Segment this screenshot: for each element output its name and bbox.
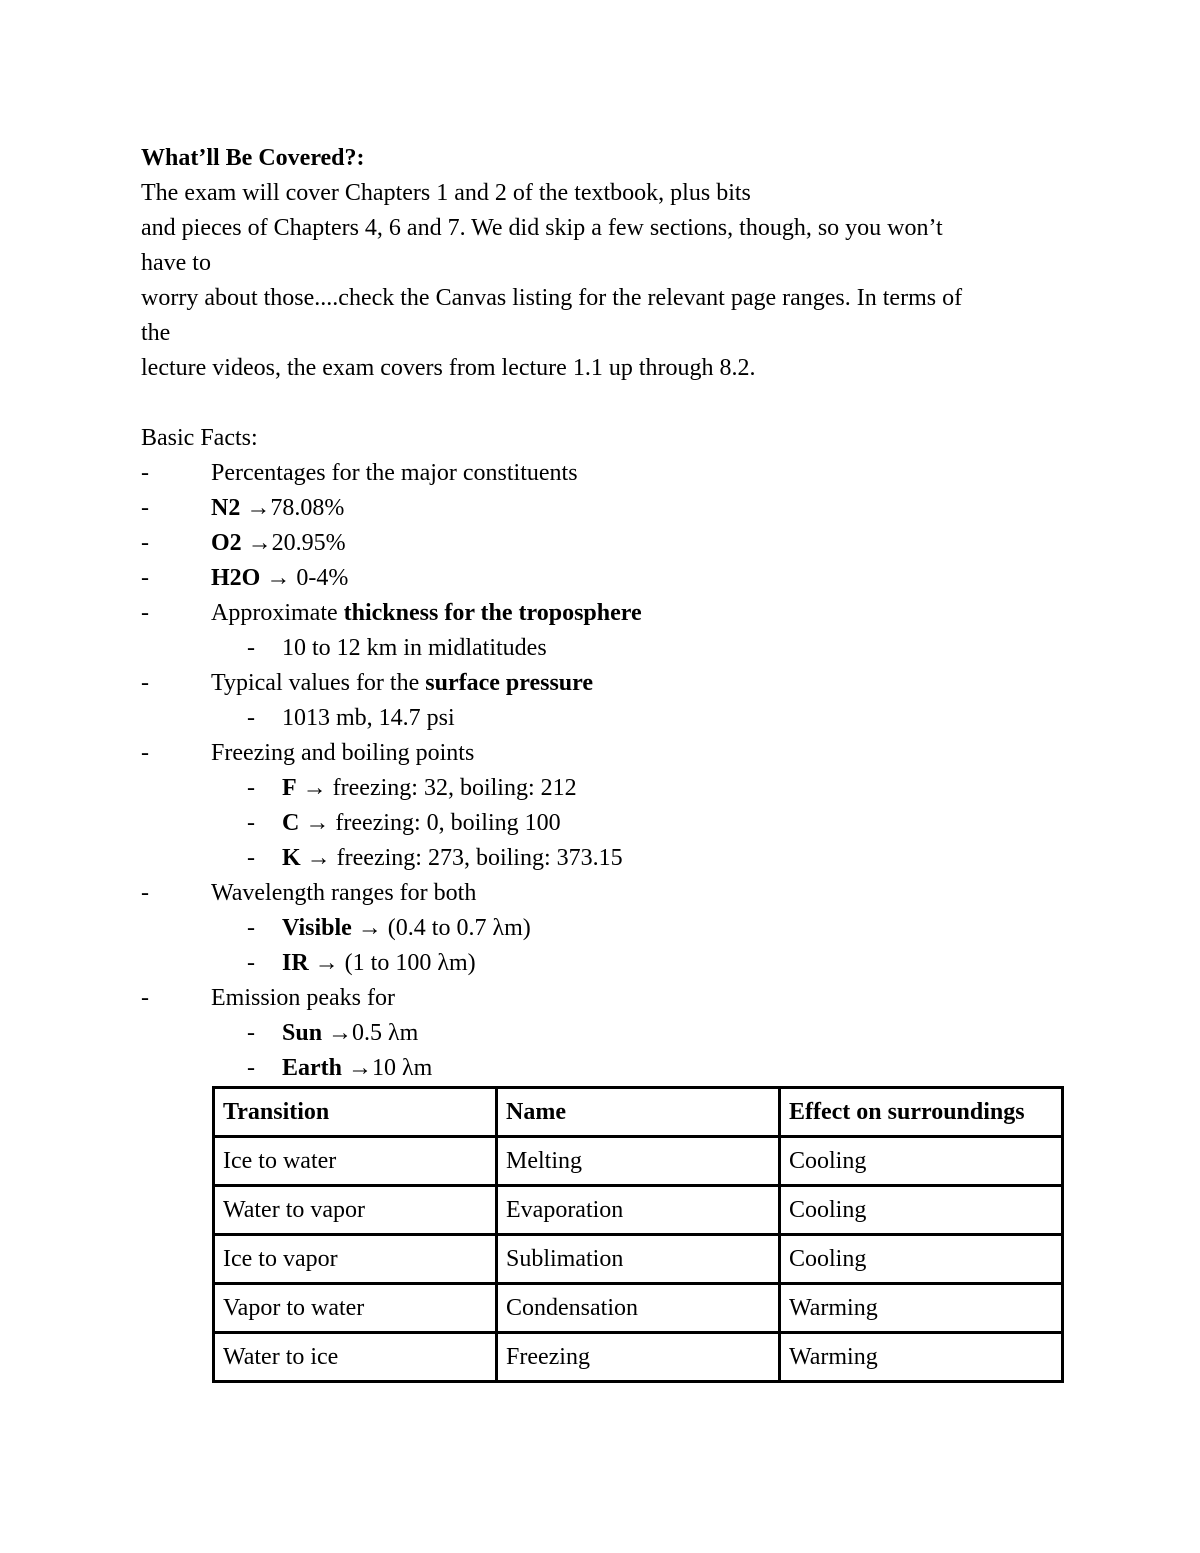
fact-pressure — [211, 669, 593, 697]
fact-ir-value: → (1 to 100 λm) — [308, 950, 476, 976]
fact-h2o-value: → 0-4% — [266, 565, 349, 591]
fact-h2o — [211, 564, 348, 592]
table-cell: Water to ice — [214, 1333, 497, 1382]
sub-bullet-marker: - — [247, 775, 255, 801]
intro-line: and pieces of Chapters 4, 6 and 7. We did skip a few sections, though, so you won’t — [141, 215, 943, 241]
table-cell: Evaporation — [497, 1186, 780, 1235]
sub-bullet-marker: - — [247, 845, 255, 871]
fact-n2-label: N2 — [211, 495, 241, 521]
fact-kelvin — [282, 844, 623, 872]
fact-n2-value: →78.08% — [246, 495, 345, 521]
bullet-marker: - — [141, 460, 149, 486]
table-cell: Freezing — [497, 1333, 780, 1382]
fact-n2 — [211, 494, 344, 522]
table-cell: Ice to water — [214, 1137, 497, 1186]
fact-sun-label: Sun — [282, 1020, 323, 1046]
fact-c-label: C — [282, 810, 300, 836]
sub-bullet-marker: - — [247, 810, 255, 836]
table-cell: Cooling — [780, 1186, 1063, 1235]
fact-c-value: → freezing: 0, boiling 100 — [299, 810, 561, 836]
table-row — [214, 1284, 1063, 1333]
fact-h2o-label: H2O — [211, 565, 261, 591]
fact-troposphere — [211, 599, 642, 627]
fact-ir — [282, 949, 476, 977]
fact-sun — [282, 1019, 418, 1047]
fact-sun-value: →0.5 λm — [322, 1020, 419, 1046]
table-cell: Ice to vapor — [214, 1235, 497, 1284]
fact-wavelength: Wavelength ranges for both — [211, 880, 477, 906]
sub-bullet-marker: - — [247, 635, 255, 661]
bullet-marker: - — [141, 985, 149, 1011]
page-heading: What’ll Be Covered?: — [141, 145, 365, 171]
fact-pressure-prefix: Typical values for the — [211, 670, 426, 696]
table-cell: Vapor to water — [214, 1284, 497, 1333]
fact-emission: Emission peaks for — [211, 985, 395, 1011]
fact-earth — [282, 1054, 432, 1082]
intro-line: the — [141, 320, 171, 346]
fact-f-label: F — [282, 775, 297, 801]
fact-fahrenheit — [282, 774, 577, 802]
table-cell: Condensation — [497, 1284, 780, 1333]
sub-bullet-marker: - — [247, 915, 255, 941]
table-row — [214, 1137, 1063, 1186]
sub-bullet-marker: - — [247, 950, 255, 976]
fact-k-value: → freezing: 273, boiling: 373.15 — [300, 845, 623, 871]
table-header-row — [214, 1088, 1063, 1137]
bullet-marker: - — [141, 880, 149, 906]
intro-line: The exam will cover Chapters 1 and 2 of the textbook, plus bits — [141, 180, 751, 206]
table-cell: Melting — [497, 1137, 780, 1186]
table-header-cell: Transition — [214, 1088, 497, 1137]
bullet-marker: - — [141, 600, 149, 626]
fact-troposphere-value: 10 to 12 km in midlatitudes — [282, 635, 547, 661]
bullet-marker: - — [141, 670, 149, 696]
fact-k-label: K — [282, 845, 301, 871]
fact-troposphere-prefix: Approximate — [211, 600, 344, 626]
table-cell: Warming — [780, 1333, 1063, 1382]
table-cell: Sublimation — [497, 1235, 780, 1284]
table-cell: Water to vapor — [214, 1186, 497, 1235]
table-row — [214, 1235, 1063, 1284]
table-row — [214, 1333, 1063, 1382]
fact-pressure-value: 1013 mb, 14.7 psi — [282, 705, 455, 731]
fact-celsius — [282, 809, 561, 837]
fact-visible — [282, 914, 531, 942]
table-row — [214, 1186, 1063, 1235]
fact-o2 — [211, 529, 346, 557]
fact-earth-label: Earth — [282, 1055, 342, 1081]
fact-f-value: → freezing: 32, boiling: 212 — [296, 775, 577, 801]
bullet-marker: - — [141, 565, 149, 591]
table-cell: Warming — [780, 1284, 1063, 1333]
fact-o2-label: O2 — [211, 530, 242, 556]
intro-line: have to — [141, 250, 211, 276]
fact-visible-value: → (0.4 to 0.7 λm) — [351, 915, 531, 941]
fact-freeze-boil: Freezing and boiling points — [211, 740, 475, 766]
intro-line: worry about those....check the Canvas listing for the relevant page ranges. In terms of — [141, 285, 963, 311]
fact-o2-value: →20.95% — [247, 530, 346, 556]
fact-earth-value: →10 λm — [342, 1055, 433, 1081]
fact-troposphere-bold: thickness for the troposphere — [343, 600, 642, 626]
phase-transition-table — [212, 1086, 1064, 1383]
table-header-cell: Effect on surroundings — [780, 1088, 1063, 1137]
sub-bullet-marker: - — [247, 1055, 255, 1081]
fact-ir-label: IR — [282, 950, 309, 976]
fact-pressure-bold: surface pressure — [425, 670, 594, 696]
basic-facts-label: Basic Facts: — [141, 425, 258, 451]
table-cell: Cooling — [780, 1137, 1063, 1186]
sub-bullet-marker: - — [247, 705, 255, 731]
table-header-cell: Name — [497, 1088, 780, 1137]
bullet-marker: - — [141, 740, 149, 766]
bullet-marker: - — [141, 530, 149, 556]
sub-bullet-marker: - — [247, 1020, 255, 1046]
bullet-marker: - — [141, 495, 149, 521]
fact-constituents: Percentages for the major constituents — [211, 460, 578, 486]
fact-visible-label: Visible — [282, 915, 352, 941]
intro-line: lecture videos, the exam covers from lecture 1.1 up through 8.2. — [141, 355, 756, 381]
table-cell: Cooling — [780, 1235, 1063, 1284]
